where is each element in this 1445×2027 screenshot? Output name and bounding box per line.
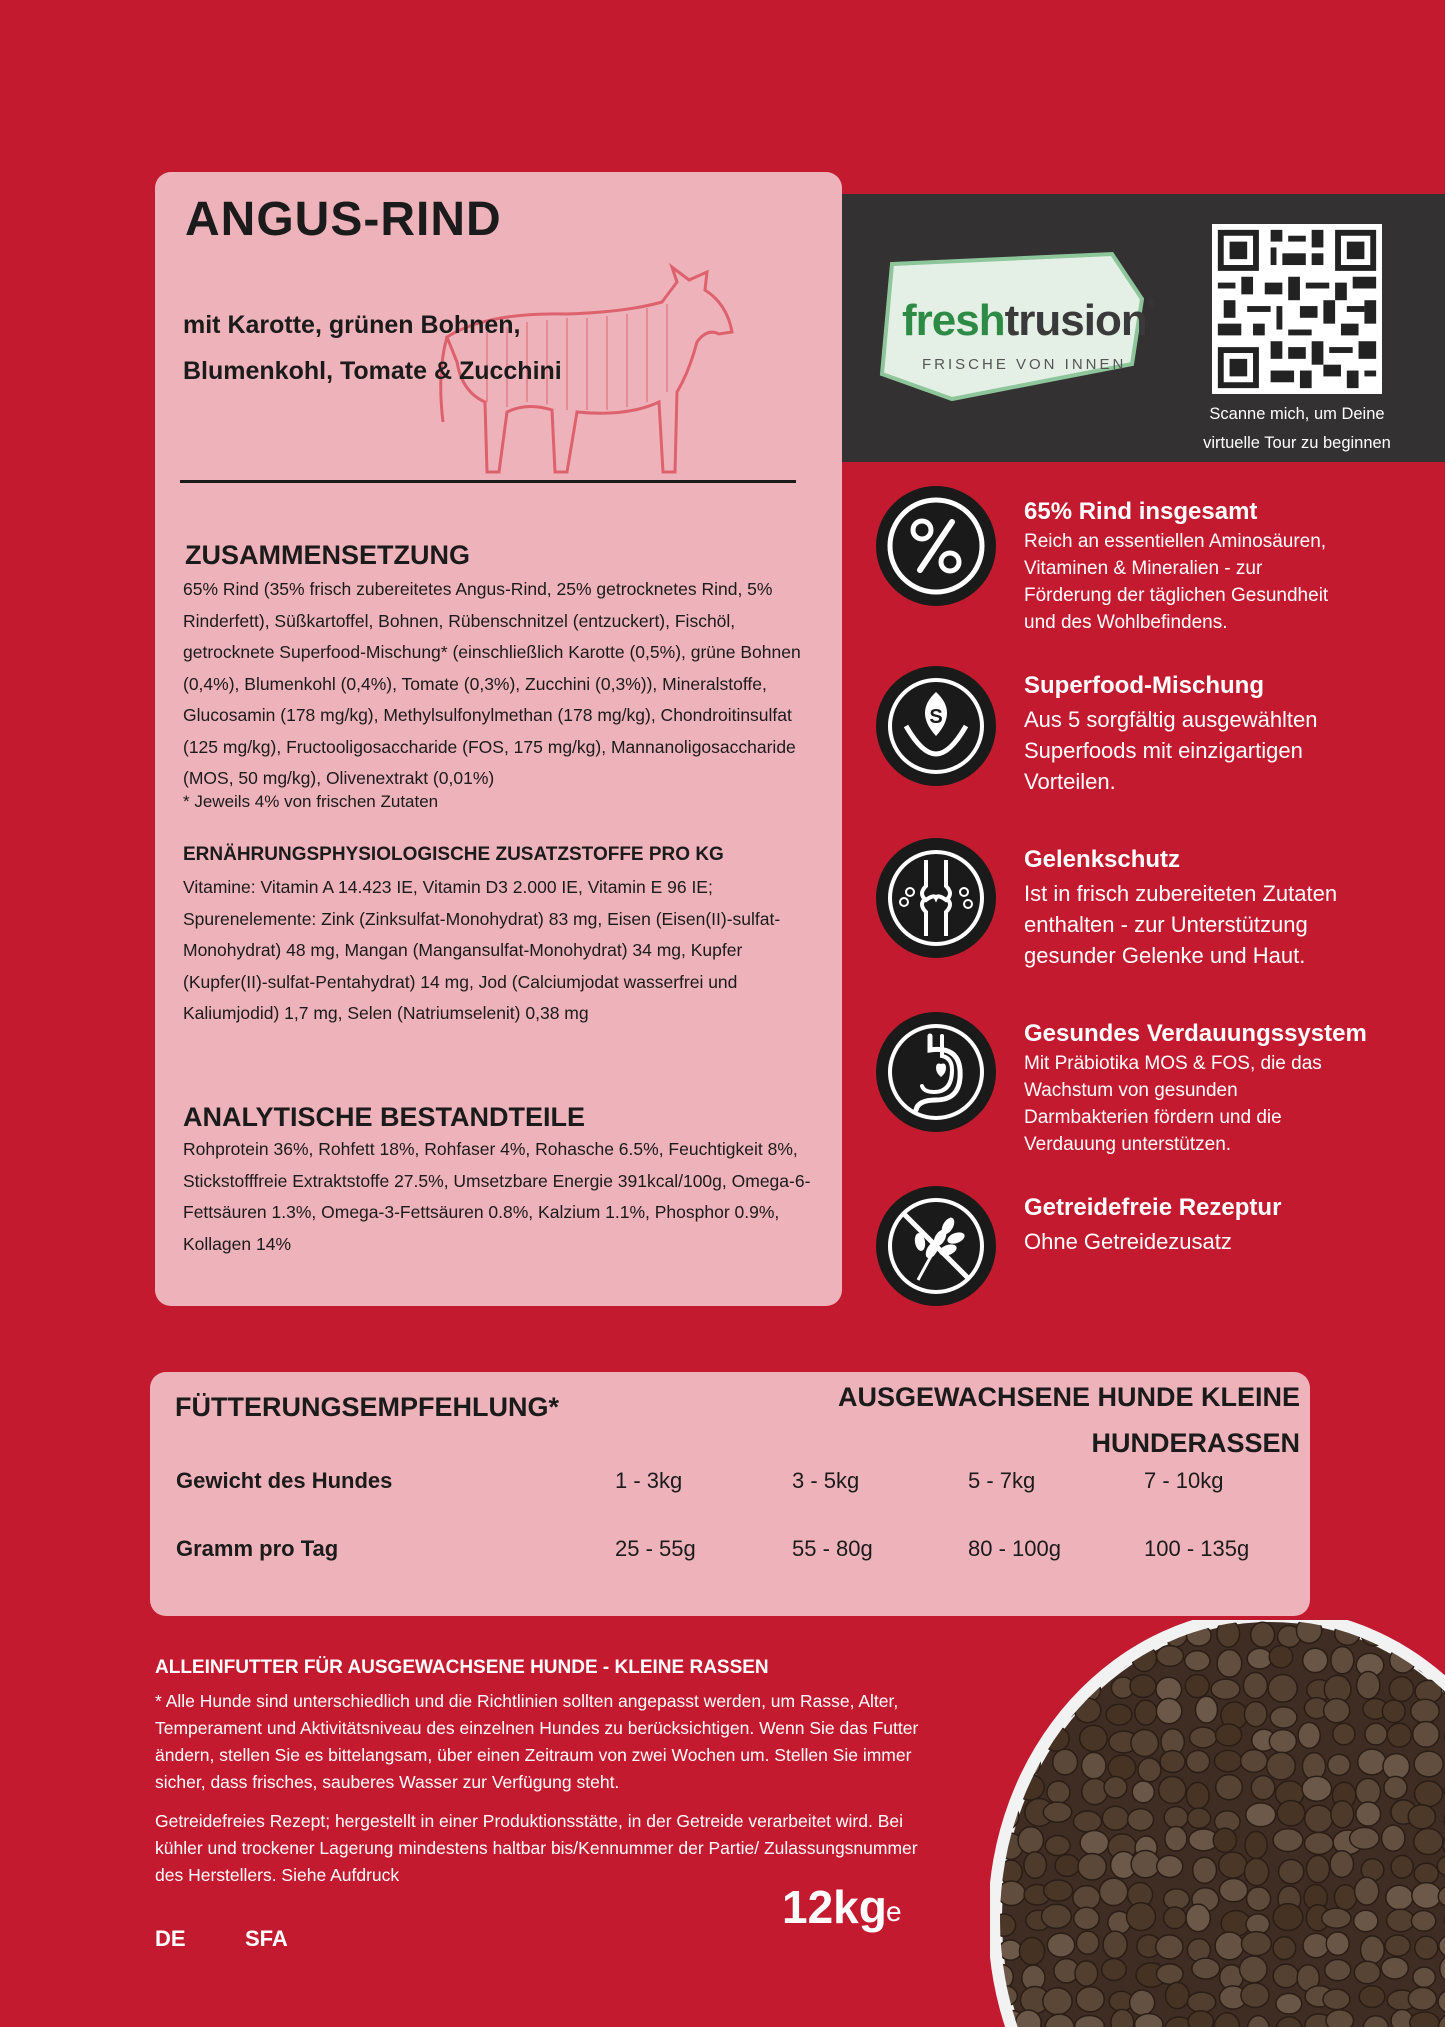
card-divider bbox=[180, 480, 796, 483]
benefit-text-1: Reich an essentiellen Aminosäuren, Vitaminen & Mineralien - zur Förderung der täglichen Gesundheit und des Wohlbefindens. bbox=[1024, 531, 1329, 633]
feeding-category bbox=[710, 1374, 1300, 1466]
logo-registered-mark: ® bbox=[1146, 296, 1155, 310]
analytics-text: Rohprotein 36%, Rohfett 18%, Rohfaser 4%, Rohasche 6.5%, Feuchtigkeit 8%, Stickstofffreie Extraktstoffe 27.5%, Umsetzbare Energie 391kcal/100g, Omega-6-Fettsäuren 1.3%, Omega-3-Fettsäuren 0.8%, Kalzium 1.1%, Phosphor 0.9%, Kollagen 14% bbox=[183, 1139, 811, 1254]
composition-footnote: * Jeweils 4% von frischen Zutaten bbox=[183, 792, 439, 811]
benefit-title-3: Gelenkschutz bbox=[1024, 846, 1181, 873]
benefit-text-3: Ist in frisch zubereiteten Zutaten enthalten - zur Unterstützung gesunder Gelenke und Haut. bbox=[1024, 881, 1338, 968]
brand-banner bbox=[842, 194, 1445, 462]
benefit-text-2: Aus 5 sorgfältig ausgewählten Superfoods mit einzigartigen Vorteilen. bbox=[1024, 707, 1318, 794]
grams-cell-3: 80 - 100g bbox=[968, 1536, 1061, 1561]
certification-code-sfa: SFA bbox=[245, 1926, 288, 1951]
superfood-icon-letter: S bbox=[929, 706, 943, 728]
composition-heading: ZUSAMMENSETZUNG bbox=[185, 540, 470, 570]
benefit-title-5: Getreidefreie Rezeptur bbox=[1024, 1194, 1282, 1221]
row-label-weight: Gewicht des Hundes bbox=[176, 1468, 393, 1493]
logo-wordmark-fresh: fresh bbox=[902, 296, 1005, 345]
product-subtitle bbox=[183, 302, 603, 394]
freshtrusion-logo bbox=[872, 244, 1155, 419]
benefit-title-4: Gesundes Verdauungssystem bbox=[1024, 1020, 1367, 1047]
product-info-card bbox=[155, 172, 842, 1306]
footer-heading: ALLEINFUTTER FÜR AUSGEWACHSENE HUNDE - KLEINE RASSEN bbox=[155, 1657, 769, 1678]
analytics-heading: ANALYTISCHE BESTANDTEILE bbox=[183, 1102, 586, 1132]
benefit-title-2: Superfood-Mischung bbox=[1024, 672, 1264, 699]
product-subtitle-line-2: Blumenkohl, Tomate & Zucchini bbox=[183, 357, 562, 385]
footer-paragraph-1: * Alle Hunde sind unterschiedlich und die Richtlinien sollten angepasst werden, um Rasse, Alter, Temperament und Aktivitätsniveau des einzelnen Hundes zu berücksichtigen. Wenn Sie das Futter ändern, stellen Sie es bittelangsam, über einen Zeitraum von zwei Wochen um. Stellen Sie immer sicher, dass frisches, sauberes Wasser zur Verfügung steht. bbox=[155, 1691, 919, 1792]
weight-cell-2: 3 - 5kg bbox=[792, 1468, 860, 1493]
qr-caption bbox=[1172, 400, 1422, 458]
feeding-title: FÜTTERUNGSEMPFEHLUNG* bbox=[175, 1392, 559, 1422]
benefit-text-4: Mit Präbiotika MOS & FOS, die das Wachstum von gesunden Darmbakterien fördern und die Verdauung unterstützen. bbox=[1024, 1053, 1322, 1155]
percent-icon bbox=[874, 484, 998, 608]
feeding-recommendation-table bbox=[150, 1372, 1310, 1616]
grams-cell-1: 25 - 55g bbox=[615, 1536, 696, 1561]
weight-cell-4: 7 - 10kg bbox=[1144, 1468, 1224, 1493]
net-weight: 12kg bbox=[782, 1881, 887, 1933]
kibble-bowl-image bbox=[990, 1620, 1445, 2027]
estimated-sign: e bbox=[886, 1896, 902, 1927]
product-subtitle-line-1: mit Karotte, grünen Bohnen, bbox=[183, 311, 521, 339]
logo-tagline: FRISCHE VON INNEN bbox=[922, 356, 1127, 373]
product-title: ANGUS-RIND bbox=[185, 193, 502, 246]
row-label-grams: Gramm pro Tag bbox=[176, 1536, 339, 1561]
weight-cell-1: 1 - 3kg bbox=[615, 1468, 683, 1493]
weight-cell-3: 5 - 7kg bbox=[968, 1468, 1036, 1493]
grams-cell-4: 100 - 135g bbox=[1144, 1536, 1250, 1561]
logo-wordmark-trusion: trusion bbox=[1004, 296, 1147, 345]
composition-text: 65% Rind (35% frisch zubereitetes Angus-Rind, 25% getrocknetes Rind, 5% Rinderfett), Süßkartoffel, Bohnen, Rübenschnitzel (entzuckert), Fischöl, getrocknete Superfood-Mischung* (einschließlich Karotte (0,5%), grüne Bohnen (0,4%), Blumenkohl (0,4%), Tomate (0,3%), Zucchini (0,3%)), Mineralstoffe, Glucosamin (178 mg/kg), Methylsulfonylmethan (178 mg/kg), Chondroitinsulfat (125 mg/kg), Fructooligosaccharide (FOS, 175 mg/kg), Mannanoligosaccharide (MOS, 50 mg/kg), Olivenextrakt (0,01%) bbox=[183, 579, 801, 788]
benefit-title-1: 65% Rind insgesamt bbox=[1024, 498, 1258, 525]
grain-free-icon bbox=[874, 1184, 998, 1308]
feeding-category-line-2: HUNDERASSEN bbox=[1091, 1428, 1300, 1458]
grams-cell-2: 55 - 80g bbox=[792, 1536, 873, 1561]
feeding-category-line-1: AUSGEWACHSENE HUNDE KLEINE bbox=[837, 1382, 1300, 1412]
qr-code[interactable] bbox=[1212, 224, 1382, 394]
logo-wordmark bbox=[902, 296, 1155, 346]
language-code-de: DE bbox=[155, 1926, 186, 1951]
benefit-text-5: Ohne Getreidezusatz bbox=[1024, 1229, 1232, 1254]
qr-caption-line-1: Scanne mich, um Deine bbox=[1209, 405, 1385, 423]
qr-caption-line-2: virtuelle Tour zu beginnen bbox=[1203, 434, 1391, 452]
additives-text: Vitamine: Vitamin A 14.423 IE, Vitamin D3 2.000 IE, Vitamin E 96 IE; Spurenelemente: Zink (Zinksulfat-Monohydrat) 83 mg, Eisen (Eisen(II)-sulfat-Monohydrat) 48 mg, Mangan (Mangansulfat-Monohydrat) 34 mg, Kupfer (Kupfer(II)-sulfat-Pentahydrat) 14 mg, Jod (Calciumjodat wasserfrei und Kaliumjodid) 1,7 mg, Selen (Natriumselenit) 0,38 mg bbox=[183, 877, 781, 1023]
stomach-icon bbox=[874, 1010, 998, 1134]
superfood-leaf-icon bbox=[874, 664, 998, 788]
footer-paragraph-2: Getreidefreies Rezept; hergestellt in einer Produktionsstätte, in der Getreide verarbeitet wird. Bei kühler und trockener Lagerung mindestens haltbar bis/Kennummer der Partie/ Zulassungsnummer des Herstellers. Siehe Aufdruck bbox=[155, 1811, 918, 1885]
joint-icon bbox=[874, 836, 998, 960]
additives-heading: ERNÄHRUNGSPHYSIOLOGISCHE ZUSATZSTOFFE PRO KG bbox=[183, 844, 724, 865]
